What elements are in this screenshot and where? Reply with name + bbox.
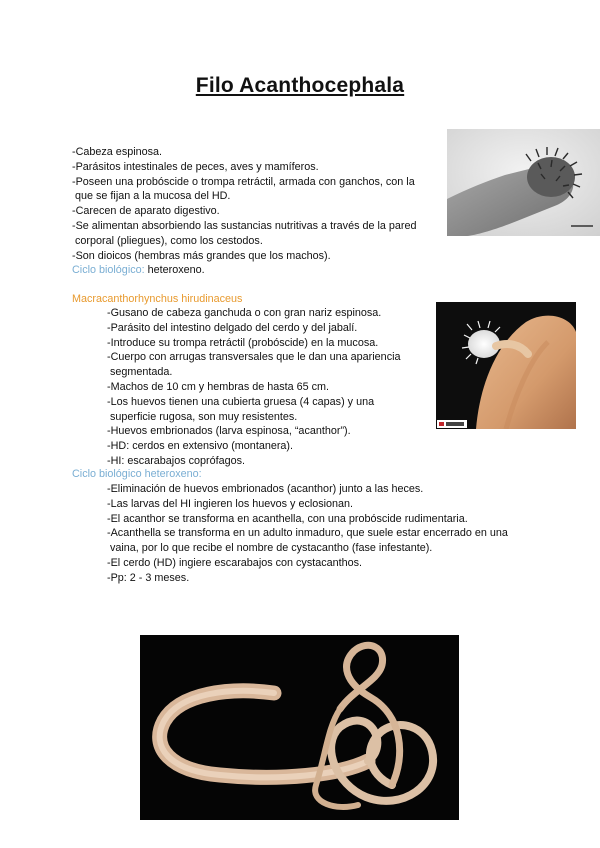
adult-worm-photo [140,635,459,820]
page-title: Filo Acanthocephala [195,74,405,97]
cycle2-line: -Pp: 2 - 3 meses. [107,571,190,584]
cycle-value: heteroxeno. [144,264,205,277]
intro-list [72,145,417,278]
cycle2-line: -Eliminación de huevos embrionados (acanthor) junto a las heces. [107,483,424,495]
intro-line: que se fijan a la mucosa del HD. [72,190,231,203]
species-line: -Huevos embrionados (larva espinosa, “acanthor”). [107,425,351,438]
intro-line: -Cabeza espinosa. [72,146,163,158]
species-line: -Machos de 10 cm y hembras de hasta 65 cm. [107,380,330,393]
worm-on-finger-photo [436,302,576,429]
species-line: -Gusano de cabeza ganchuda o con gran nariz espinosa. [107,307,382,319]
species-line: segmentada. [107,366,173,379]
cycle2-line: -El acanthor se transforma en acanthella, con una probóscide rudimentaria. [107,512,468,525]
intro-line: corporal (pliegues), como los cestodos. [72,234,263,247]
cycle2-line: vaina, por lo que recibe el nombre de cystacantho (fase infestante). [107,542,433,555]
cycle2-line: -Las larvas del HI ingieren los huevos y eclosionan. [107,497,354,510]
species-line: -Parásito del intestino delgado del cerdo y del jabalí. [107,321,358,334]
species-name: Macracanthorhynchus hirudinaceus [72,293,243,305]
intro-line: -Se alimentan absorbiendo las sustancias nutritivas a través de la pared [72,219,417,232]
cycle2-list [107,482,508,586]
cycle2-line: -Acanthella se transforma en un adulto inmaduro, que suele estar encerrado en una [107,527,508,540]
intro-line: -Son dioicos (hembras más grandes que los machos). [72,249,331,262]
species-line: -Los huevos tienen una cubierta gruesa (4 capas) y una [107,395,375,408]
species-line: -HD: cerdos en extensivo (montanera). [107,440,294,453]
species-list [107,306,401,469]
intro-line: -Carecen de aparato digestivo. [72,205,220,218]
species-line: superficie rugosa, son muy resistentes. [107,410,298,423]
intro-line: -Poseen una probóscide o trompa retráctil, armada con ganchos, con la [72,175,415,188]
cycle2-line: -El cerdo (HD) ingiere escarabajos con cystacanthos. [107,556,363,569]
proboscis-micrograph [447,129,600,236]
species-line: -Cuerpo con arrugas transversales que le dan una apariencia [107,351,401,364]
cycle2-label: Ciclo biológico heteroxeno: [72,468,202,480]
cycle-label: Ciclo biológico: [72,264,145,277]
species-line: -Introduce su trompa retráctil (probóscide) en la mucosa. [107,336,379,349]
intro-line: -Parásitos intestinales de peces, aves y mamíferos. [72,160,319,173]
cycle-line [72,263,417,278]
species-line: -HI: escarabajos coprófagos. [107,454,246,467]
